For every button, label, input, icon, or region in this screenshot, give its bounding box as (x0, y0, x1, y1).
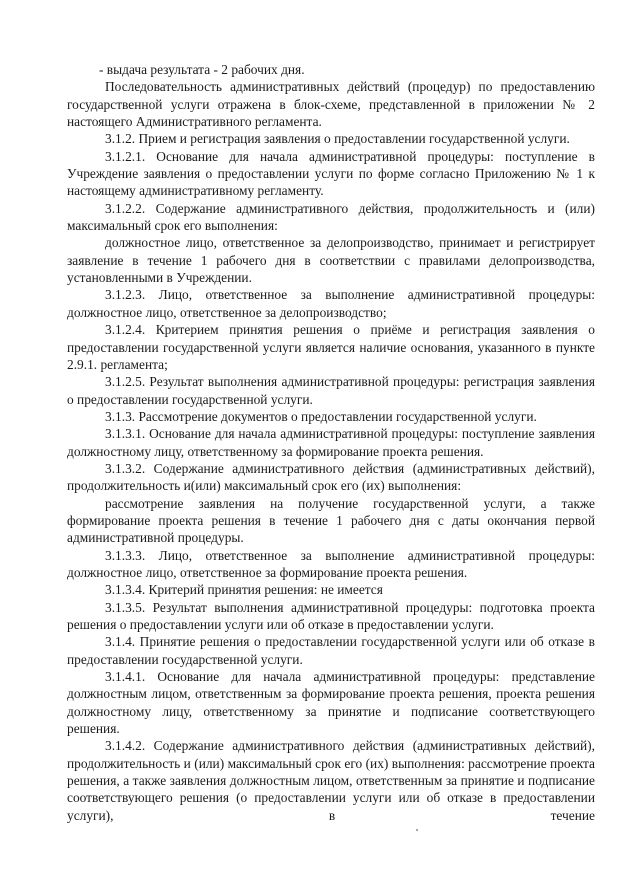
scan-speck (416, 829, 418, 831)
paragraph-3-1-3-4: 3.1.3.4. Критерий принятия решения: не имеется (105, 582, 383, 598)
paragraph-3-1-4-1: 3.1.4.1. Основание для начала административной процедуры: представление должностным лицом, ответственным за формирование проекта решения, проекта решения должностному лицу, ответственному за принятие и подписание соответствующего решения. (67, 669, 595, 737)
paragraph-3-1-3-5: 3.1.3.5. Результат выполнения административной процедуры: подготовка проекта решения о предоставлении услуги или об отказе в предоставлении услуги. (67, 599, 595, 632)
paragraph-3-1-3-3: 3.1.3.3. Лицо, ответственное за выполнение административной процедуры: должностное лицо, ответственное за формирование проекта решения. (67, 547, 595, 580)
paragraph-3-1-2-heading: 3.1.2. Прием и регистрация заявления о предоставлении государственной услуги. (105, 131, 570, 147)
paragraph-review-duty: рассмотрение заявления на получение государственной услуги, а также формирование проекта решения в течение 1 рабочего дня с даты окончания первой административной процедуры. (67, 495, 595, 546)
paragraph-3-1-2-2: 3.1.2.2. Содержание административного действия, продолжительность и (или) максимальный срок его выполнения: (67, 200, 595, 234)
paragraph-result-issuance: - выдача результата - 2 рабочих дня. (99, 62, 305, 77)
paragraph-3-1-2-5: 3.1.2.5. Результат выполнения административной процедуры: регистрация заявления о предоставлении государственной услуги. (67, 374, 595, 407)
paragraph-3-1-2-3: 3.1.2.3. Лицо, ответственное за выполнение административной процедуры: должностное лицо, ответственное за делопроизводство; (67, 287, 595, 320)
paragraph-3-1-3-2: 3.1.3.2. Содержание административного действия (административных действий), продолжительность и(или) максимальный срок его (их) выполнения: (67, 460, 595, 494)
document-body (67, 61, 595, 824)
paragraph-3-1-2-4: 3.1.2.4. Критерием принятия решения о приёме и регистрация заявления о предоставлении государственной услуги является наличие основания, указанного в пункте 2.9.1. регламента; (67, 322, 595, 372)
paragraph-3-1-2-1: 3.1.2.1. Основание для начала административной процедуры: поступление в Учреждение заявления о предоставлении услуги по форме согласно Приложению № 1 к настоящему административному регламенту. (67, 148, 595, 199)
paragraph-procedure-sequence: Последовательность административных действий (процедур) по предоставлению государственной услуги отражена в блок-схеме, представленной в приложении № 2 настоящего Административного регламента. (67, 79, 595, 130)
paragraph-3-1-4-heading: 3.1.4. Принятие решения о предоставлении государственной услуги или об отказе в предоставлении государственной услуги. (67, 634, 595, 667)
paragraph-registration-duty: должностное лицо, ответственное за делопроизводство, принимает и регистрирует заявление в течение 1 рабочего дня в соответствии с правилами делопроизводства, установленными в Учреждении. (67, 235, 595, 286)
paragraph-3-1-3-1: 3.1.3.1. Основание для начала административной процедуры: поступление заявления должностному лицу, ответственному за формирование проекта решения. (67, 426, 595, 459)
paragraph-3-1-4-2: 3.1.4.2. Содержание административного действия (административных действий), продолжительность и (или) максимальный срок его (их) выполнения: рассмотрение проекта решения, а также заявления должностным лицом, ответственным за принятие и подписание соответствующего решения (о предоставлении услуги или об отказе в предоставлении услуги), в течение (67, 738, 595, 823)
paragraph-3-1-3-heading: 3.1.3. Рассмотрение документов о предоставлении государственной услуги. (105, 408, 537, 424)
